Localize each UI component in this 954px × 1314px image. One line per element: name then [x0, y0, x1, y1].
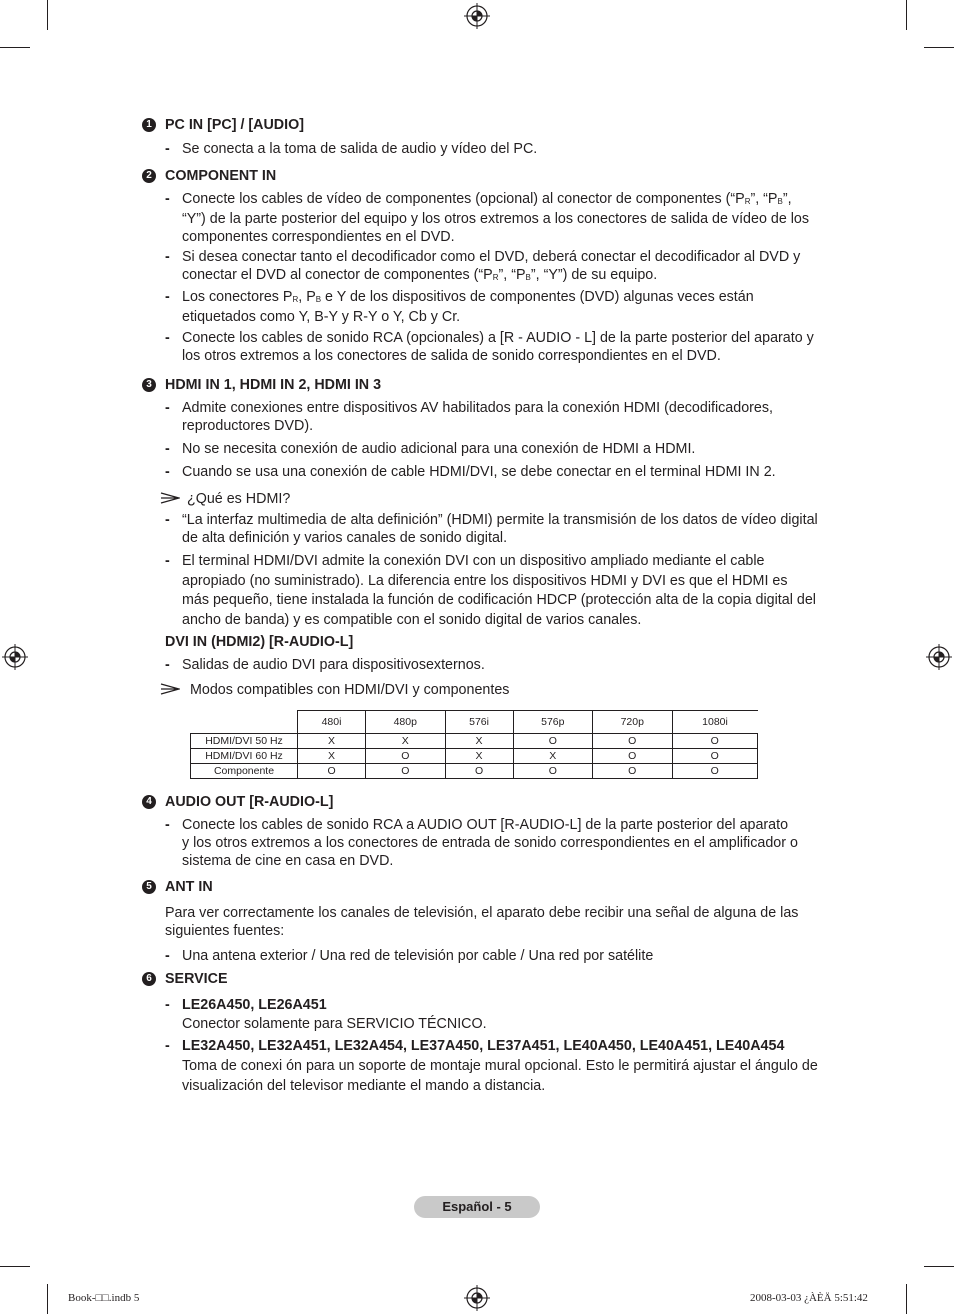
- section-title: PC IN [PC] / [AUDIO]: [165, 117, 304, 133]
- bullet-dash: -: [165, 191, 170, 207]
- crop-mark: [906, 0, 907, 30]
- table-row-header: HDMI/DVI 60 Hz: [191, 749, 298, 764]
- registration-mark-icon: [464, 1285, 490, 1311]
- bullet-text: Conecte los cables de sonido RCA (opcionales) a [R - AUDIO - L] de la parte posterior del aparato y los otros extremos a los conectores de salida de sonido correspondientes en el DVD.: [182, 330, 814, 364]
- crop-mark: [906, 1284, 907, 1314]
- table-row-header: HDMI/DVI 50 Hz: [191, 734, 298, 749]
- bullet-dash: -: [165, 464, 170, 480]
- section-number: 4: [142, 795, 156, 809]
- table-cell: X: [298, 734, 366, 749]
- bullet-dash: -: [165, 1038, 170, 1054]
- table-header-cell: 480p: [366, 711, 445, 734]
- bullet-dash: -: [165, 657, 170, 673]
- bullet-text: El terminal HDMI/DVI admite la conexión DVI con un dispositivo ampliado mediante el cable apropiado (no suministrado). La diferencia entre los dispositivos HDMI y DVI es que el HDMI es más pequeño, tiene instalada la función de codificación HDCP (protección alta de la copia digital del ancho de banda) y es compatible con el sonido digital de varios canales.: [182, 553, 816, 629]
- bullet-text: No se necesita conexión de audio adicional para una conexión de HDMI a HDMI.: [182, 441, 696, 457]
- section-intro: Para ver correctamente los canales de televisión, el aparato debe recibir una señal de alguna de las siguientes fuentes:: [165, 905, 799, 939]
- table-row: [191, 764, 758, 779]
- crop-mark: [47, 1284, 48, 1314]
- note-title: Modos compatibles con HDMI/DVI y componentes: [190, 682, 510, 698]
- table-row: [191, 734, 758, 749]
- table-header-cell: [191, 711, 298, 734]
- section-title: AUDIO OUT [R-AUDIO-L]: [165, 794, 334, 810]
- table-row-header: Componente: [191, 764, 298, 779]
- bullet-dash: -: [165, 553, 170, 569]
- section-title: ANT IN: [165, 879, 213, 895]
- note-arrow-icon: [160, 683, 180, 695]
- registration-mark-icon: [464, 3, 490, 29]
- crop-mark: [924, 1266, 954, 1267]
- print-slug-left: Book-□□.indb 5: [68, 1292, 140, 1304]
- table-cell: O: [366, 749, 445, 764]
- bullet-dash: -: [165, 289, 170, 305]
- bullet-text: Una antena exterior / Una red de televisión por cable / Una red por satélite: [182, 948, 654, 964]
- table-cell: X: [445, 749, 513, 764]
- bullet-text: Los conectores $P_R$, $P_B$ e Y de los dispositivos de componentes (DVD) algunas veces están etiquetados como Y, B-Y y R-Y o Y, Cb y Cr.: [182, 289, 754, 325]
- model-list: LE26A450, LE26A451: [182, 997, 327, 1013]
- table-cell: O: [445, 764, 513, 779]
- section-number: 5: [142, 880, 156, 894]
- table-cell: X: [366, 734, 445, 749]
- bullet-text: Conecte los cables de sonido RCA a AUDIO OUT [R-AUDIO-L] de la parte posterior del aparato y los otros extremos a los conectores de entrada de sonido correspondientes en el amplificador o sistema de cine en casa en DVD.: [182, 817, 798, 869]
- section-number: 6: [142, 972, 156, 986]
- table-row: [191, 749, 758, 764]
- bullet-text: Admite conexiones entre dispositivos AV habilitados para la conexión HDMI (decodificadores, reproductores DVD).: [182, 400, 773, 434]
- note-arrow-icon: [160, 492, 180, 504]
- section-title: SERVICE: [165, 971, 228, 987]
- bullet-text: Cuando se usa una conexión de cable HDMI/DVI, se debe conectar en el terminal HDMI IN 2.: [182, 464, 776, 480]
- section-title: HDMI IN 1, HDMI IN 2, HDMI IN 3: [165, 377, 382, 393]
- table-cell: O: [298, 764, 366, 779]
- table-cell: O: [672, 734, 758, 749]
- bullet-text: Toma de conexi ón para un soporte de montaje mural opcional. Esto le permitirá ajustar el ángulo de visualización del televisor mediante el mando a distancia.: [182, 1058, 818, 1094]
- table-cell: X: [298, 749, 366, 764]
- section-number: 1: [142, 118, 156, 132]
- table-header-cell: 720p: [593, 711, 672, 734]
- table-header-cell: 1080i: [672, 711, 758, 734]
- table-cell: O: [513, 734, 592, 749]
- bullet-dash: -: [165, 249, 170, 265]
- subsection-title: DVI IN (HDMI2) [R-AUDIO-L]: [165, 634, 354, 650]
- table-cell: X: [445, 734, 513, 749]
- table-cell: O: [366, 764, 445, 779]
- table-cell: X: [513, 749, 592, 764]
- table-cell: O: [513, 764, 592, 779]
- page-number-badge: Español - 5: [414, 1196, 540, 1218]
- note-title: ¿Qué es HDMI?: [187, 491, 291, 507]
- table-header-cell: 576p: [513, 711, 592, 734]
- compatibility-table: [190, 710, 758, 779]
- bullet-dash: -: [165, 817, 170, 833]
- bullet-text: Salidas de audio DVI para dispositivosexternos.: [182, 657, 485, 673]
- model-list: LE32A450, LE32A451, LE32A454, LE37A450, LE37A451, LE40A450, LE40A451, LE40A454: [182, 1038, 785, 1054]
- table-cell: O: [672, 764, 758, 779]
- crop-mark: [0, 1266, 30, 1267]
- table-cell: O: [593, 749, 672, 764]
- crop-mark: [924, 47, 954, 48]
- registration-mark-icon: [2, 644, 28, 670]
- registration-mark-icon: [926, 644, 952, 670]
- bullet-text: Conector solamente para SERVICIO TÉCNICO.: [182, 1016, 487, 1032]
- table-header-row: [191, 711, 758, 734]
- table-cell: O: [593, 734, 672, 749]
- bullet-text: “La interfaz multimedia de alta definición” (HDMI) permite la transmisión de los datos de vídeo digital de alta definición y varios canales de sonido digital.: [182, 512, 818, 546]
- bullet-dash: -: [165, 441, 170, 457]
- bullet-text: Si desea conectar tanto el decodificador como el DVD, deberá conectar el decodificador al DVD y conectar el DVD al conector de componentes (“$P_R$”, “$P_B$”, “Y”) de su equipo.: [182, 249, 801, 283]
- bullet-dash: -: [165, 948, 170, 964]
- bullet-dash: -: [165, 997, 170, 1013]
- bullet-text: Se conecta a la toma de salida de audio y vídeo del PC.: [182, 141, 538, 157]
- table-header-cell: 576i: [445, 711, 513, 734]
- bullet-text: Conecte los cables de vídeo de componentes (opcional) al conector de componentes (“$P_R$”, “$P_B$”, “Y”) de la parte posterior del equipo y los otros extremos a los conectores de salida de vídeo de los componentes correspondientes en el DVD.: [182, 191, 810, 245]
- table-header-cell: 480i: [298, 711, 366, 734]
- bullet-dash: -: [165, 141, 170, 157]
- section-number: 3: [142, 378, 156, 392]
- bullet-dash: -: [165, 400, 170, 416]
- section-number: 2: [142, 169, 156, 183]
- table-cell: O: [593, 764, 672, 779]
- bullet-dash: -: [165, 512, 170, 528]
- table-cell: O: [672, 749, 758, 764]
- print-slug-right: 2008-03-03 ¿ÀÈÄ 5:51:42: [750, 1292, 868, 1304]
- crop-mark: [47, 0, 48, 30]
- crop-mark: [0, 47, 30, 48]
- bullet-dash: -: [165, 330, 170, 346]
- section-title: COMPONENT IN: [165, 168, 277, 184]
